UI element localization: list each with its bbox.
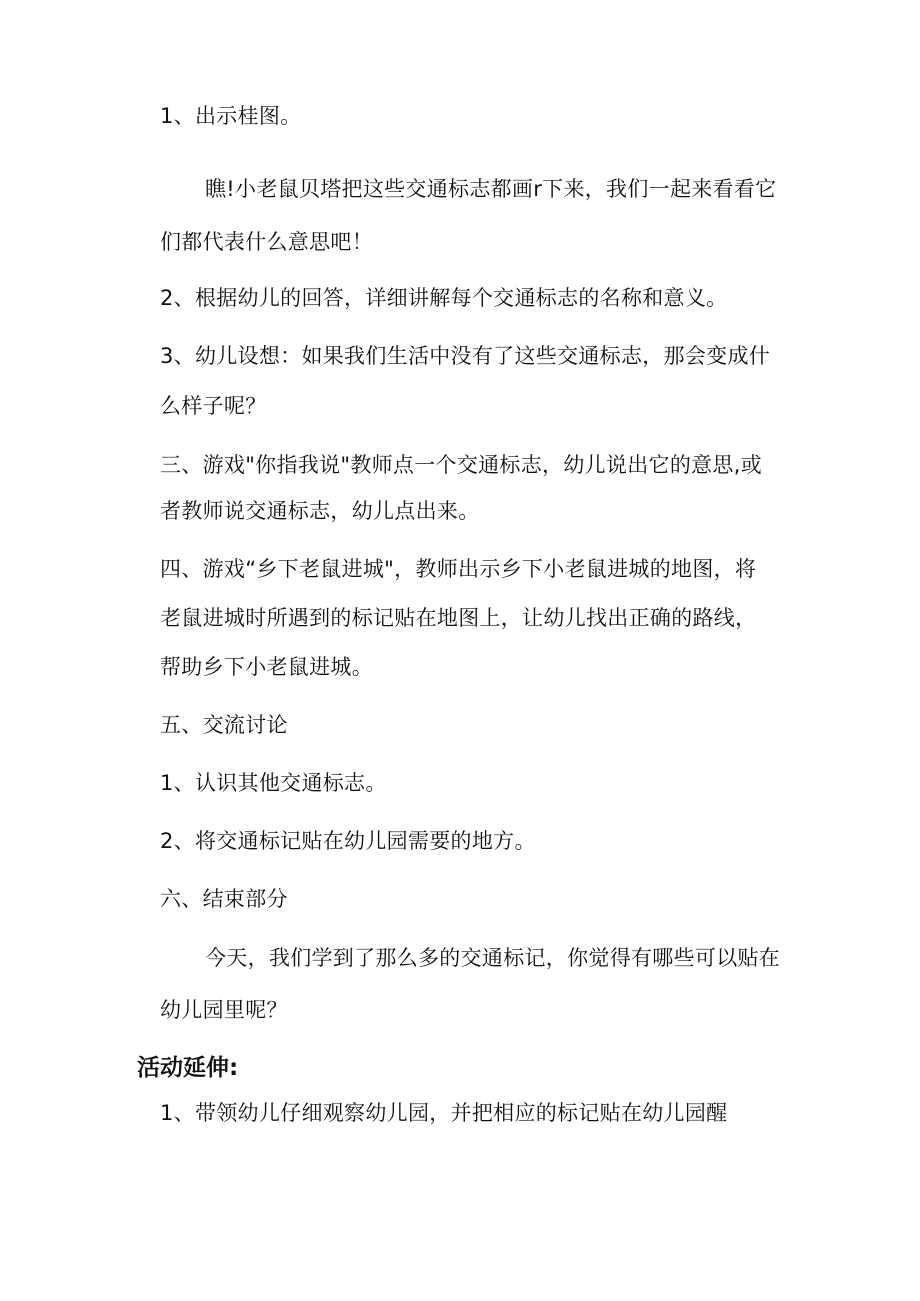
section-game-point-line-1: 三、游戏"你指我说"教师点一个交通标志，幼儿说出它的意思,或 — [160, 453, 762, 477]
paragraph-intro-line-1: 瞧!小老鼠贝塔把这些交通标志都画r下来，我们一起来看看它 — [205, 177, 777, 201]
list-item-imagine-line-2: 么样子呢？ — [160, 394, 267, 418]
list-item-other-signs: 1、认识其他交通标志。 — [160, 771, 387, 795]
list-item-observe-kindergarten: 1、带领幼儿仔细观察幼儿园，并把相应的标记贴在幼儿园醒 — [160, 1101, 728, 1125]
section-game-point-line-2: 者教师说交通标志，幼儿点出来。 — [160, 499, 480, 523]
paragraph-intro-line-2: 们都代表什么意思吧！ — [160, 230, 373, 254]
list-item-explain-signs: 2、根据幼儿的回答，详细讲解每个交通标志的名称和意义。 — [160, 286, 728, 310]
section-game-city-line-2: 老鼠进城时所遇到的标记贴在地图上，让幼儿找出正确的路线， — [160, 606, 757, 630]
activity-extension-heading: 活动延伸: — [137, 1055, 239, 1081]
list-item-post-signs: 2、将交通标记贴在幼儿园需要的地方。 — [160, 829, 536, 853]
section-game-city-line-1: 四、游戏“乡下老鼠进城"，教师出示乡下小老鼠进城的地图，将 — [160, 557, 757, 581]
paragraph-ending-line-2: 幼儿园里呢？ — [160, 998, 288, 1022]
list-item-imagine-line-1: 3、幼儿设想：如果我们生活中没有了这些交通标志，那会变成什 — [160, 344, 771, 368]
paragraph-ending-line-1: 今天，我们学到了那么多的交通标记，你觉得有哪些可以贴在 — [205, 946, 781, 970]
section-game-city-line-3: 帮助乡下小老鼠进城。 — [160, 655, 373, 679]
list-item-show-picture: 1、出示桂图。 — [160, 104, 302, 128]
section-discussion-heading: 五、交流讨论 — [160, 713, 288, 737]
section-ending-heading: 六、结束部分 — [160, 887, 288, 911]
